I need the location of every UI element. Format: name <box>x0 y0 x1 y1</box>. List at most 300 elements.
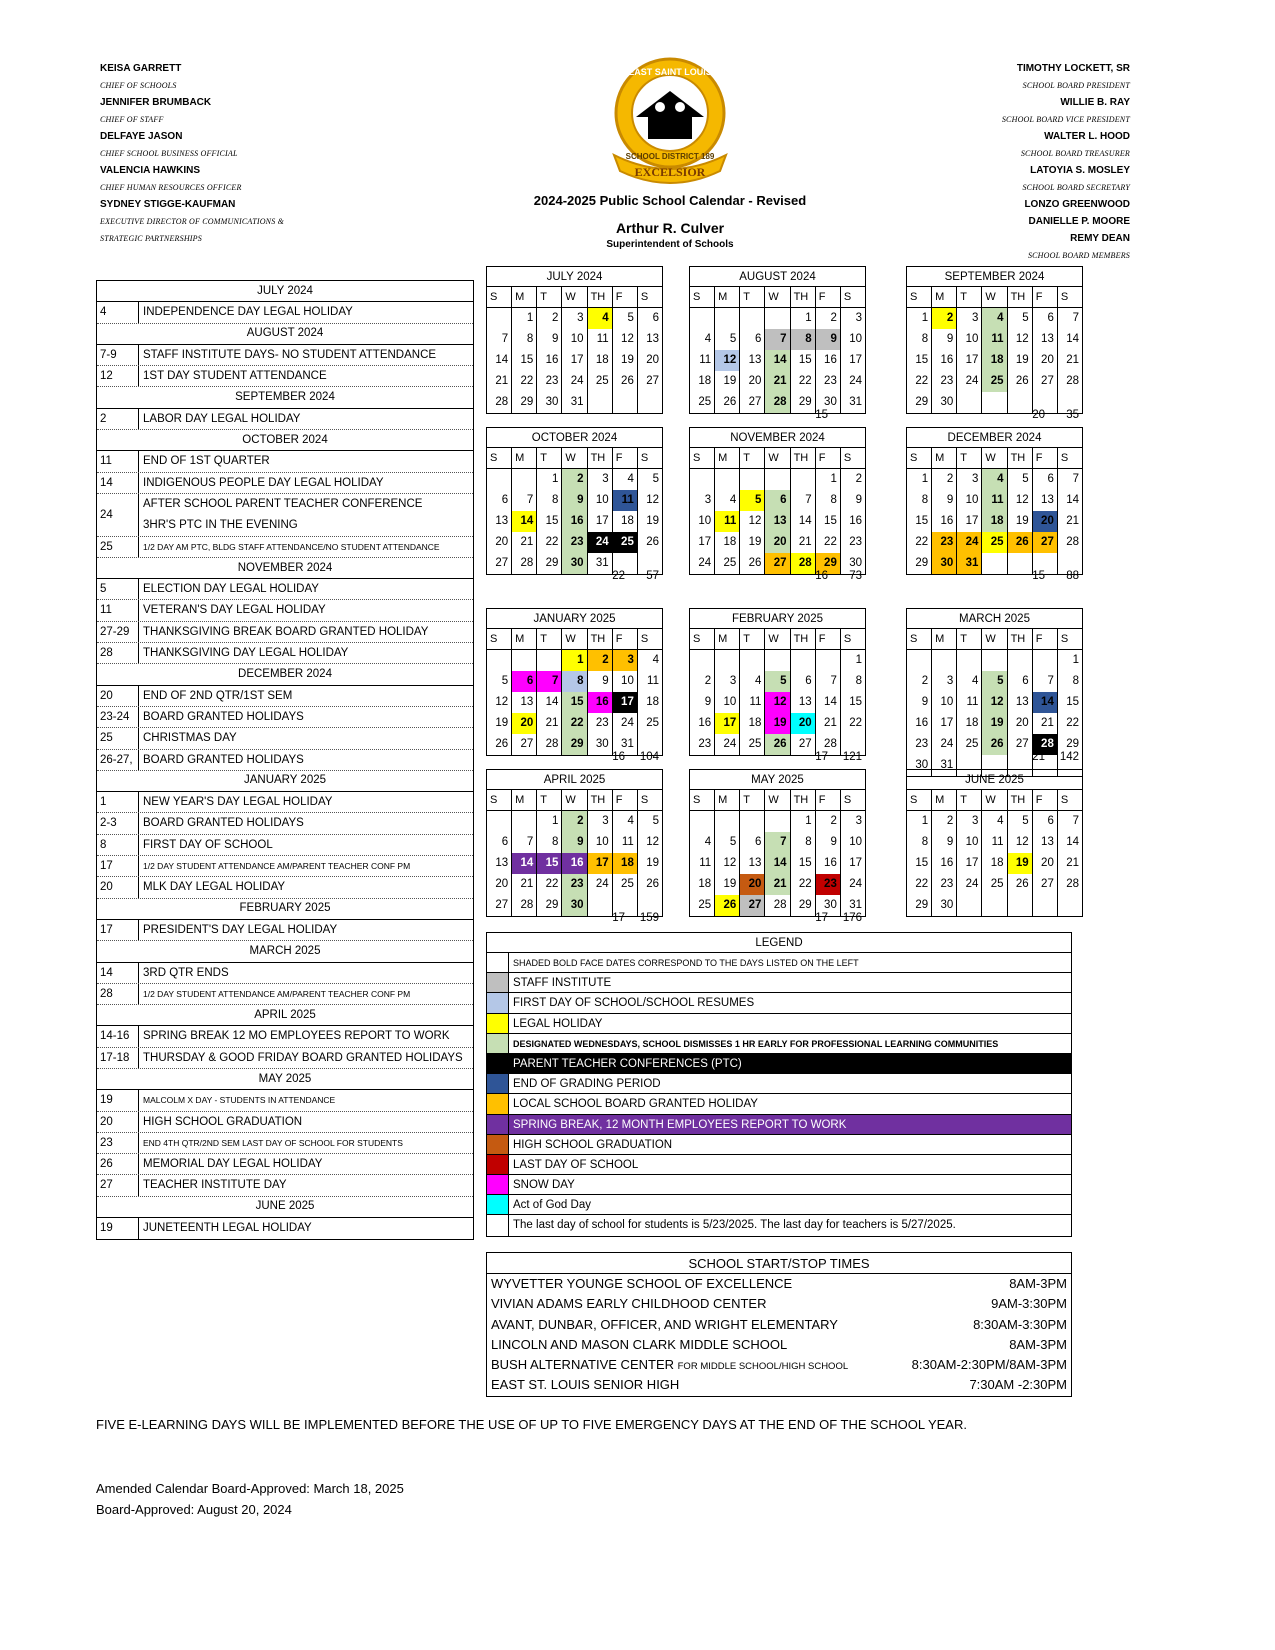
event-description: INDEPENDENCE DAY LEGAL HOLIDAY <box>143 306 353 319</box>
school-time-row <box>487 1355 1071 1375</box>
calendar-day: 20 <box>740 371 765 392</box>
month-calendar-title: JUNE 2025 <box>907 770 1082 790</box>
event-description: BOARD GRANTED HOLIDAYS <box>143 753 304 766</box>
calendar-day <box>1008 650 1033 671</box>
calendar-day: 27 <box>791 734 816 755</box>
calendar-day: 16 <box>537 350 562 371</box>
event-month-header <box>97 1197 473 1218</box>
event-row <box>97 1218 473 1239</box>
school-times-table <box>486 1252 1072 1397</box>
calendar-day: 20 <box>512 713 537 734</box>
calendar-day: 18 <box>690 371 715 392</box>
month-calendar-title: NOVEMBER 2024 <box>690 428 865 448</box>
calendar-week <box>907 713 1082 734</box>
legend-item <box>487 1014 1071 1034</box>
calendar-day: 7 <box>512 490 537 511</box>
calendar-day <box>765 469 790 490</box>
calendar-day: 2 <box>932 469 957 490</box>
weekday-label: F <box>613 448 638 468</box>
event-description: JUNETEENTH LEGAL HOLIDAY <box>143 1222 312 1235</box>
calendar-day: 6 <box>512 671 537 692</box>
calendar-day: 11 <box>690 350 715 371</box>
calendar-day: 3 <box>957 308 982 329</box>
staff-name: VALENCIA HAWKINS <box>100 165 200 176</box>
weekday-label: W <box>562 629 587 649</box>
calendar-day: 23 <box>932 371 957 392</box>
calendar-week <box>487 511 662 532</box>
school-hours: 9AM-3:30PM <box>991 1296 1067 1312</box>
weekday-label: F <box>613 629 638 649</box>
event-date: 17 <box>97 856 139 876</box>
legend-label: SNOW DAY <box>513 1179 575 1192</box>
calendar-day: 5 <box>652 473 659 485</box>
weekday-label: S <box>1060 633 1069 645</box>
event-date: 11 <box>97 451 139 471</box>
calendar-day: 16 <box>816 853 841 874</box>
logo-top-text: EAST SAINT LOUIS <box>628 67 712 77</box>
calendar-day: 18 <box>690 874 715 895</box>
calendar-day: 16 <box>562 853 587 874</box>
month-calendar-title: MARCH 2025 <box>907 609 1082 629</box>
calendar-day: 1 <box>791 811 816 832</box>
calendar-day: 28 <box>512 895 537 916</box>
legend-swatch <box>487 1135 509 1154</box>
event-description: THANKSGIVING DAY LEGAL HOLIDAY <box>143 647 349 660</box>
calendar-day: 8 <box>816 490 841 511</box>
calendar-day <box>512 469 537 490</box>
calendar-day: 21 <box>765 371 790 392</box>
calendar-day: 24 <box>588 532 613 553</box>
e-learning-note: FIVE E-LEARNING DAYS WILL BE IMPLEMENTED BEFORE THE USE OF UP TO FIVE EMERGENCY DAYS AT THE END OF THE SCHOOL YEAR. <box>96 1417 967 1432</box>
calendar-day: 18 <box>613 853 638 874</box>
calendar-day: 27 <box>1033 532 1058 553</box>
calendar-day: 29 <box>907 895 932 916</box>
calendar-week <box>487 832 662 853</box>
calendar-day: 7 <box>791 490 816 511</box>
month-calendar-title: FEBRUARY 2025 <box>690 609 865 629</box>
calendar-day: 26 <box>715 895 740 916</box>
calendar-day: 13 <box>646 333 659 345</box>
event-row <box>97 877 473 898</box>
weekday-label: S <box>690 448 715 468</box>
calendar-day: 4 <box>982 811 1007 832</box>
event-row <box>97 1026 473 1047</box>
weekday-label: W <box>982 629 1007 649</box>
calendar-day: 5 <box>715 329 740 350</box>
month-day-totals <box>486 912 663 924</box>
calendar-day: 5 <box>1008 811 1033 832</box>
cumulative-day-count: 176 <box>842 912 862 924</box>
event-month-header <box>97 941 473 962</box>
approved-date: Board-Approved: August 20, 2024 <box>96 1502 292 1517</box>
calendar-day: 9 <box>816 832 841 853</box>
weekday-label: W <box>982 790 1007 810</box>
calendar-day: 28 <box>765 392 790 413</box>
calendar-day: 22 <box>907 371 932 392</box>
calendar-day: 23 <box>907 734 932 755</box>
calendar-day: 9 <box>588 671 613 692</box>
calendar-day: 24 <box>588 874 613 895</box>
weekday-label: S <box>487 790 512 810</box>
event-date: 7-9 <box>97 345 139 365</box>
calendar-day: 24 <box>849 375 862 387</box>
calendar-day: 2 <box>588 650 613 671</box>
legend-swatch <box>487 973 509 992</box>
weekday-label: M <box>715 629 740 649</box>
event-description: ELECTION DAY LEGAL HOLIDAY <box>143 583 319 596</box>
calendar-day: 23 <box>562 532 587 553</box>
calendar-day: 18 <box>588 350 613 371</box>
calendar-day: 19 <box>715 874 740 895</box>
calendar-day: 1 <box>907 469 932 490</box>
calendar-week <box>907 511 1082 532</box>
event-row <box>97 1112 473 1133</box>
calendar-day: 19 <box>982 713 1007 734</box>
calendar-day <box>512 811 537 832</box>
calendar-day: 9 <box>907 692 932 713</box>
calendar-day: 30 <box>588 734 613 755</box>
calendar-day <box>765 650 790 671</box>
month-calendar <box>689 266 866 414</box>
weekday-label: T <box>740 287 765 307</box>
event-row <box>97 856 473 877</box>
legend-item <box>487 1195 1071 1215</box>
calendar-day: 4 <box>690 832 715 853</box>
calendar-day: 15 <box>537 511 562 532</box>
calendar-day: 3 <box>932 671 957 692</box>
weekday-label: T <box>957 287 982 307</box>
calendar-day: 31 <box>562 392 587 413</box>
calendar-day: 30 <box>816 392 841 413</box>
month-day-count: 17 <box>815 751 828 763</box>
calendar-day: 20 <box>765 532 790 553</box>
event-row <box>97 600 473 621</box>
calendar-day: 26 <box>1008 532 1033 553</box>
event-row <box>97 366 473 387</box>
calendar-day <box>740 308 765 329</box>
event-row <box>97 643 473 664</box>
calendar-day: 5 <box>715 832 740 853</box>
legend-label: LAST DAY OF SCHOOL <box>513 1158 639 1171</box>
calendar-day: 30 <box>932 392 957 413</box>
school-name: EAST ST. LOUIS SENIOR HIGH <box>491 1377 680 1393</box>
calendar-day <box>715 650 740 671</box>
calendar-day: 14 <box>791 511 816 532</box>
legend-label: LEGAL HOLIDAY <box>513 1017 603 1030</box>
calendar-day: 30 <box>537 392 562 413</box>
weekday-label: S <box>487 629 512 649</box>
calendar-day: 1 <box>562 650 587 671</box>
calendar-day: 8 <box>1072 675 1079 687</box>
calendar-week <box>690 532 865 553</box>
weekday-header <box>487 287 662 308</box>
calendar-day: 26 <box>487 734 512 755</box>
event-description: END OF 2ND QTR/1ST SEM <box>143 689 293 702</box>
weekday-label: F <box>816 629 841 649</box>
calendar-day: 31 <box>588 553 613 574</box>
calendar-day: 11 <box>957 692 982 713</box>
calendar-week <box>907 811 1082 832</box>
legend-item <box>487 953 1071 973</box>
month-day-count: 21 <box>1032 751 1045 763</box>
calendar-week <box>487 853 662 874</box>
calendar-day: 28 <box>1066 536 1079 548</box>
calendar-week <box>487 469 662 490</box>
calendar-day: 12 <box>613 329 638 350</box>
calendar-day: 6 <box>487 490 512 511</box>
calendar-day: 30 <box>816 895 841 916</box>
month-calendar <box>906 266 1083 414</box>
event-description: BOARD GRANTED HOLIDAYS <box>143 817 304 830</box>
calendar-day: 4 <box>982 469 1007 490</box>
calendar-week <box>907 469 1082 490</box>
school-name: VIVIAN ADAMS EARLY CHILDHOOD CENTER <box>491 1296 767 1312</box>
staff-title: STRATEGIC PARTNERSHIPS <box>100 234 202 243</box>
school-hours: 7:30AM -2:30PM <box>969 1377 1067 1393</box>
event-month-label: MAY 2025 <box>258 1072 312 1085</box>
calendar-day: 25 <box>613 532 638 553</box>
board-member-name: LONZO GREENWOOD <box>1024 199 1130 210</box>
weekday-label: S <box>487 448 512 468</box>
calendar-day: 10 <box>613 671 638 692</box>
calendar-day: 8 <box>791 832 816 853</box>
calendar-day: 22 <box>791 874 816 895</box>
calendar-day: 6 <box>791 671 816 692</box>
calendar-day: 13 <box>1033 832 1058 853</box>
legend-swatch <box>487 953 509 972</box>
month-calendar <box>906 769 1083 917</box>
calendar-day: 2 <box>816 811 841 832</box>
calendar-day: 4 <box>715 490 740 511</box>
calendar-day: 25 <box>690 895 715 916</box>
event-description: BOARD GRANTED HOLIDAYS <box>143 710 304 723</box>
school-time-row <box>487 1335 1071 1355</box>
event-row <box>97 984 473 1005</box>
calendar-day: 21 <box>1066 515 1079 527</box>
calendar-day: 2 <box>537 308 562 329</box>
weekday-label: T <box>957 448 982 468</box>
calendar-week <box>907 532 1082 553</box>
calendar-day: 10 <box>957 490 982 511</box>
calendar-day <box>690 308 715 329</box>
calendar-day: 31 <box>849 899 862 911</box>
weekday-label: M <box>932 287 957 307</box>
legend-label: END OF GRADING PERIOD <box>513 1078 661 1091</box>
event-date: 17 <box>97 920 139 940</box>
legend-label: SHADED BOLD FACE DATES CORRESPOND TO THE DAYS LISTED ON THE LEFT <box>513 958 859 968</box>
calendar-day: 18 <box>613 511 638 532</box>
calendar-day: 21 <box>487 371 512 392</box>
staff-title: CHIEF OF STAFF <box>100 115 164 124</box>
calendar-week <box>907 671 1082 692</box>
weekday-header <box>690 287 865 308</box>
weekday-label: M <box>512 790 537 810</box>
calendar-week <box>907 350 1082 371</box>
weekday-label: W <box>765 448 790 468</box>
board-member-name: WALTER L. HOOD <box>1044 131 1130 142</box>
event-row <box>97 473 473 494</box>
event-row <box>97 1090 473 1111</box>
calendar-day: 27 <box>1033 371 1058 392</box>
event-month-header <box>97 664 473 685</box>
calendar-day: 14 <box>765 350 790 371</box>
calendar-day: 23 <box>932 532 957 553</box>
administration-list <box>100 60 360 247</box>
weekday-label: TH <box>588 287 613 307</box>
calendar-day: 20 <box>791 713 816 734</box>
calendar-week <box>487 692 662 713</box>
calendar-day: 27 <box>740 895 765 916</box>
calendar-day: 11 <box>588 329 613 350</box>
school-time-row <box>487 1294 1071 1314</box>
event-month-header <box>97 281 473 302</box>
calendar-day: 17 <box>613 692 638 713</box>
weekday-label: TH <box>1008 790 1033 810</box>
calendar-day: 22 <box>512 371 537 392</box>
calendar-day <box>791 650 816 671</box>
calendar-day <box>740 650 765 671</box>
calendar-day: 1 <box>512 308 537 329</box>
weekday-label: W <box>982 448 1007 468</box>
calendar-week <box>487 532 662 553</box>
legend-item <box>487 1074 1071 1094</box>
superintendent-title: Superintendent of Schools <box>606 239 734 250</box>
calendar-day: 20 <box>487 532 512 553</box>
legend-swatch <box>487 1115 509 1134</box>
calendar-day: 17 <box>690 532 715 553</box>
calendar-day: 22 <box>816 532 841 553</box>
calendar-day: 22 <box>537 532 562 553</box>
cumulative-day-count: 142 <box>1059 751 1079 763</box>
calendar-day: 15 <box>1066 696 1079 708</box>
calendar-week <box>487 713 662 734</box>
month-day-count: 17 <box>612 912 625 924</box>
legend-swatch <box>487 1054 509 1073</box>
board-member-name: WILLIE B. RAY <box>1060 97 1130 108</box>
calendar-day: 2 <box>932 308 957 329</box>
event-description: HIGH SCHOOL GRADUATION <box>143 1115 303 1128</box>
calendar-week <box>690 329 865 350</box>
calendar-day: 23 <box>537 371 562 392</box>
weekday-label: T <box>740 629 765 649</box>
calendar-day: 26 <box>646 878 659 890</box>
weekday-label: TH <box>1008 629 1033 649</box>
school-time-row <box>487 1375 1071 1395</box>
legend-title: LEGEND <box>487 933 1071 953</box>
calendar-day: 2 <box>816 308 841 329</box>
calendar-day: 21 <box>512 874 537 895</box>
staff-title: CHIEF OF SCHOOLS <box>100 81 177 90</box>
cumulative-day-count: 88 <box>1066 570 1079 582</box>
event-description-line: 3HR'S PTC IN THE EVENING <box>143 518 298 531</box>
calendar-day: 15 <box>907 350 932 371</box>
event-month-header <box>97 899 473 920</box>
event-description: 3RD QTR ENDS <box>143 966 229 979</box>
event-description: END OF 1ST QUARTER <box>143 455 270 468</box>
calendar-day: 6 <box>1033 469 1058 490</box>
board-members-list <box>930 60 1130 264</box>
event-date: 25 <box>97 728 139 748</box>
calendar-day: 12 <box>646 836 659 848</box>
calendar-day: 15 <box>562 692 587 713</box>
calendar-day: 28 <box>487 392 512 413</box>
event-row <box>97 1154 473 1175</box>
calendar-day <box>715 469 740 490</box>
calendar-day: 27 <box>740 392 765 413</box>
event-month-header <box>97 771 473 792</box>
staff-name: KEISA GARRETT <box>100 63 182 74</box>
calendar-day: 6 <box>740 832 765 853</box>
legend <box>486 932 1072 1237</box>
school-name: AVANT, DUNBAR, OFFICER, AND WRIGHT ELEMENTARY <box>491 1316 838 1332</box>
calendar-day: 7 <box>537 671 562 692</box>
calendar-day: 14 <box>537 692 562 713</box>
calendar-day: 4 <box>957 671 982 692</box>
calendar-day: 9 <box>932 490 957 511</box>
calendar-day: 26 <box>646 536 659 548</box>
calendar-day: 15 <box>816 511 841 532</box>
calendar-day: 6 <box>652 312 659 324</box>
calendar-day: 24 <box>957 371 982 392</box>
calendar-day: 5 <box>613 308 638 329</box>
event-row <box>97 963 473 984</box>
event-row <box>97 835 473 856</box>
calendar-day: 22 <box>849 717 862 729</box>
calendar-day: 3 <box>562 308 587 329</box>
calendar-day: 28 <box>1066 375 1079 387</box>
event-row <box>97 792 473 813</box>
calendar-day: 1 <box>855 654 862 666</box>
board-member-title: SCHOOL BOARD MEMBERS <box>1027 251 1130 260</box>
calendar-day: 5 <box>1008 469 1033 490</box>
calendar-day: 30 <box>932 895 957 916</box>
event-date: 19 <box>97 1090 139 1110</box>
calendar-day: 7 <box>1072 312 1079 324</box>
legend-item <box>487 1094 1071 1114</box>
calendar-day: 28 <box>791 553 816 574</box>
event-date: 20 <box>97 1112 139 1132</box>
weekday-label: M <box>932 448 957 468</box>
month-calendar <box>486 608 663 756</box>
calendar-day: 25 <box>613 874 638 895</box>
calendar-day: 6 <box>1033 811 1058 832</box>
school-times-title: SCHOOL START/STOP TIMES <box>487 1253 1071 1274</box>
school-hours: 8AM-3PM <box>1009 1276 1067 1291</box>
calendar-week <box>907 853 1082 874</box>
calendar-day: 5 <box>487 671 512 692</box>
calendar-day: 29 <box>512 392 537 413</box>
calendar-day: 11 <box>647 675 659 687</box>
calendar-day: 13 <box>791 692 816 713</box>
calendar-day: 8 <box>855 675 862 687</box>
event-date: 17-18 <box>97 1048 139 1068</box>
calendar-day: 10 <box>849 333 862 345</box>
calendar-day: 28 <box>816 734 841 755</box>
calendar-day: 19 <box>765 713 790 734</box>
calendar-day: 17 <box>588 853 613 874</box>
calendar-day: 16 <box>690 713 715 734</box>
weekday-header <box>690 629 865 650</box>
calendar-day: 2 <box>907 671 932 692</box>
event-date: 2 <box>97 409 139 429</box>
event-description: INDIGENOUS PEOPLE DAY LEGAL HOLIDAY <box>143 476 384 489</box>
calendar-week <box>907 329 1082 350</box>
month-calendar <box>689 608 866 756</box>
calendar-day: 16 <box>932 350 957 371</box>
calendar-day: 21 <box>1066 354 1079 366</box>
weekday-label: S <box>690 790 715 810</box>
calendar-day: 8 <box>537 490 562 511</box>
